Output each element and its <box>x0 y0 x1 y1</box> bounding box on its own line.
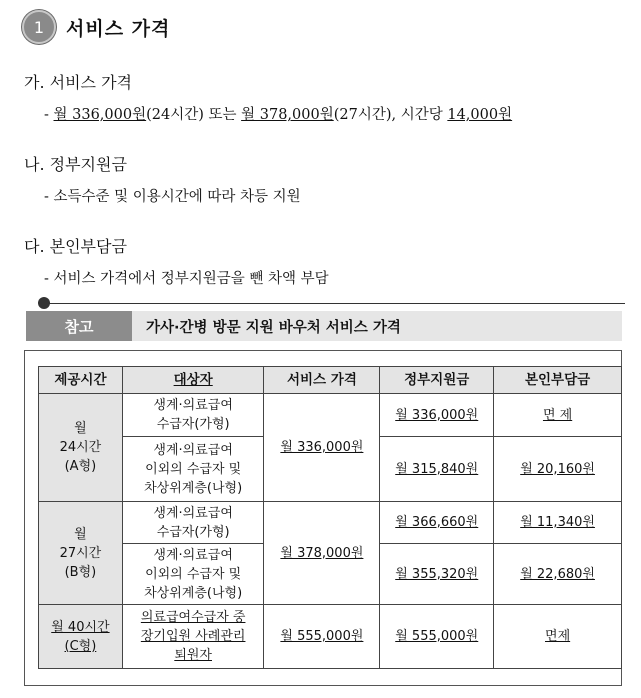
copay-cell <box>494 544 622 605</box>
target-cell <box>122 502 264 544</box>
period-line: 월 <box>74 421 87 436</box>
target-line: 수급자(가형) <box>156 417 230 432</box>
price-24h: 월 336,000원 <box>53 107 147 123</box>
period-line: 24시간 <box>59 440 102 455</box>
table-row <box>39 394 622 437</box>
service-price-cell <box>264 502 380 605</box>
target-line: 퇴원자 <box>174 648 212 663</box>
gov-subsidy-value: 월 555,000원 <box>395 629 479 644</box>
target-line: 차상위계층(나형) <box>144 585 243 601</box>
target-cell <box>122 605 264 669</box>
gov-subsidy-cell <box>380 502 494 544</box>
copay-cell <box>494 394 622 437</box>
table-row <box>39 502 622 544</box>
price-text-2: (27시간), 시간당 <box>333 107 448 123</box>
target-cell <box>122 394 264 437</box>
period-cell-c <box>39 605 123 669</box>
price-27h: 월 378,000원 <box>241 107 334 123</box>
subsection-body-subsidy: - 소득수준 및 이용시간에 따라 차등 지원 <box>44 189 301 205</box>
target-line: 생계·의료급여 <box>153 398 233 413</box>
period-line: (C형) <box>64 638 97 654</box>
target-line: 이외의 수급자 및 <box>145 566 242 582</box>
header-period: 제공시간 <box>39 367 123 394</box>
header-gov-subsidy: 정부지원금 <box>380 367 494 394</box>
target-line: 차상위계층(나형) <box>144 480 243 496</box>
reference-bullet-icon <box>38 297 50 309</box>
reference-title: 가사·간병 방문 지원 바우처 서비스 가격 <box>146 319 401 336</box>
period-line: 월 40시간 <box>51 619 110 635</box>
voucher-price-table <box>38 366 622 669</box>
gov-subsidy-value: 월 366,660원 <box>395 515 479 530</box>
subsection-title-price: 가. 서비스 가격 <box>24 73 132 92</box>
reference-divider <box>44 303 625 304</box>
target-line: 생계·의료급여 <box>153 505 233 521</box>
header-target: 대상자 <box>122 367 264 394</box>
section-heading-title: 서비스 가격 <box>66 17 171 40</box>
service-price-cell <box>264 394 380 502</box>
period-line: 월 <box>74 526 87 542</box>
header-copay: 본인부담금 <box>494 367 622 394</box>
gov-subsidy-value: 월 336,000원 <box>395 407 479 423</box>
copay-cell <box>494 502 622 544</box>
service-price-value: 월 555,000원 <box>280 629 364 644</box>
gov-subsidy-cell <box>380 544 494 605</box>
period-line: (A형) <box>64 459 97 474</box>
target-line: 수급자(가형) <box>156 524 230 540</box>
target-line: 생계·의료급여 <box>153 547 233 563</box>
target-line: 장기입원 사례관리 <box>140 629 246 644</box>
dash: - <box>44 107 54 123</box>
price-hourly: 14,000원 <box>447 107 513 123</box>
subsection-body-price <box>44 103 512 124</box>
copay-value: 월 11,340원 <box>520 515 595 530</box>
section-number-badge: 1 <box>22 10 56 44</box>
copay-value: 월 20,160원 <box>520 461 595 477</box>
subsection-title-copay: 다. 본인부담금 <box>24 237 127 256</box>
reference-header <box>26 311 622 341</box>
service-price-value: 월 336,000원 <box>280 440 364 455</box>
copay-value: 월 22,680원 <box>520 566 595 582</box>
target-line: 생계·의료급여 <box>153 442 233 458</box>
copay-cell <box>494 605 622 669</box>
copay-value: 면제 <box>545 629 571 644</box>
section-heading <box>22 10 170 44</box>
reference-badge: 참고 <box>26 311 132 341</box>
price-text-1: (24시간) 또는 <box>146 107 242 123</box>
target-cell <box>122 437 264 502</box>
service-price-value: 월 378,000원 <box>280 545 364 561</box>
copay-value: 면 제 <box>542 407 573 423</box>
copay-cell <box>494 437 622 502</box>
period-line: (B형) <box>64 564 97 580</box>
period-cell-b <box>39 502 123 605</box>
table-row <box>39 605 622 669</box>
period-line: 27시간 <box>59 545 102 561</box>
target-line: 이외의 수급자 및 <box>145 461 242 477</box>
target-line: 의료급여수급자 중 <box>140 610 246 625</box>
gov-subsidy-cell <box>380 605 494 669</box>
gov-subsidy-cell <box>380 394 494 437</box>
gov-subsidy-value: 월 315,840원 <box>395 461 479 477</box>
header-service-price: 서비스 가격 <box>264 367 380 394</box>
service-price-cell <box>264 605 380 669</box>
subsection-body-copay: - 서비스 가격에서 정부지원금을 뺀 차액 부담 <box>44 271 329 287</box>
period-cell-a <box>39 394 123 502</box>
table-header-row <box>39 367 622 394</box>
gov-subsidy-value: 월 355,320원 <box>395 566 479 582</box>
target-cell <box>122 544 264 605</box>
gov-subsidy-cell <box>380 437 494 502</box>
subsection-title-subsidy: 나. 정부지원금 <box>24 155 127 174</box>
